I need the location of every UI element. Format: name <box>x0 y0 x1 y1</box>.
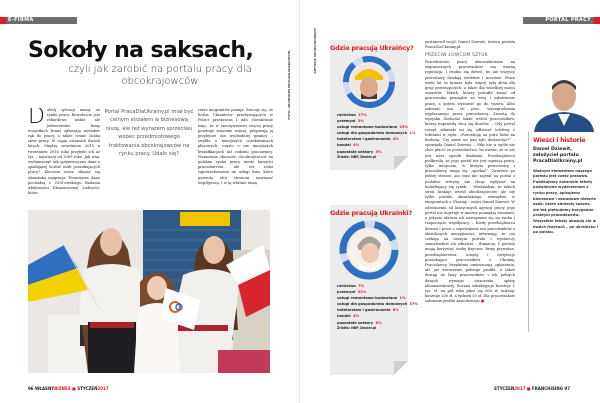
section-name: FRANCHISING <box>531 386 564 391</box>
sector-list-women <box>330 280 419 326</box>
issue-month: STYCZEŃ <box>77 386 98 391</box>
drop-cap: D <box>28 108 45 129</box>
issue-year: 2017 <box>514 386 526 391</box>
section-subtitle: PRZECIW ŁOWCOM SZTUK <box>425 53 488 58</box>
photo-credit: FOTO: ARCHIWUM PRACADLAUKRAINY.PL <box>287 50 291 120</box>
sector-item: usługi remontowo-budowlane 23% <box>337 125 409 130</box>
page-number: 96 <box>28 386 34 391</box>
section-tab-portal-pracy: PORTAL PRACY <box>523 17 600 24</box>
page-footer-left <box>28 386 109 391</box>
sector-item: pozostałe sektory 5% <box>337 149 382 154</box>
sector-item: usługi dla gospodarstw domowych 1% <box>337 131 416 136</box>
photo-illustration <box>28 210 270 373</box>
body-column-1 <box>28 108 100 208</box>
page-number: 97 <box>564 386 570 391</box>
body-column-2: rzecz imigrantów pomija. Szacuje się, że liczba Ukraińców przebywających w Polsce przekracza 1 mln. Niezależnie więc, że w rzeczywistości więcej pracy powstaje znacznie więcej, przyjmują ją przybysze zza wschodniej granicy – zwykle o mniejszych oczekiwaniach płacowych, często o nie mniejszych kwalifikacjach niż rodzimi pracownicy. Wzmożona obecność obcokrajowców na polskim rynku pracy niesie korzyści pracodawcom, ale też rodzi zapotrzebowanie na usługi firm, które pozwolą obu stronom nawiązać współpracę. I w tę właśnie niszę <box>198 108 273 185</box>
magazine-name-b: BIZNES <box>54 386 71 391</box>
footer-square-icon: ■ <box>72 386 76 391</box>
end-mark-icon: ■ <box>480 299 485 304</box>
profile-title: Wieści i historie <box>533 137 586 144</box>
infobox-ukrainian-men <box>330 40 416 170</box>
magazine-name-a: WŁASNY <box>34 386 55 391</box>
sector-list-men <box>330 109 416 155</box>
body-column-3-intro: postanowił wejść Daniel Dziewit, twórca portalu PracaDlaUkrainy.pl. <box>425 40 515 50</box>
issue-year: 2017 <box>97 386 109 391</box>
sector-item: usługi remontowo-budowlane 1% <box>337 296 406 301</box>
profile-photo <box>528 72 600 132</box>
section-tab-efirma: E-FIRMA <box>0 17 77 24</box>
infobox-title: Gdzie pracują Ukraińcy? <box>330 44 414 52</box>
footer-square-icon: ■ <box>526 386 531 391</box>
infobox-source: Źródło: NBP, Dealer.pl <box>337 325 377 330</box>
body-column-3-text: Pośrednictwo pracy ukierunkowane na zagranicznych pracowników ma marną reputację. I trudno się dziwić, bo nie wszyscy pośrednicy działają rzetelnie i uczciwie. Przez wiele lat ta branża była więcej żyłą złota dla grup przestępczych, a także dla wszelkiej maści oszustów. Takich, którzy potrafili wziąć od pracownika pieniądze za wizę i załatwienie pracy, a potem wystawić go do wiatru. Albo zabierać mu 50 proc. wynagrodzenia wypłacanego przez pracodawcę. Zresztą do wyzysku dochodzi także wśród pracowników, którzy naprawdę chcą się dorobić. – Gdy portal ruszył, zdarzało mi się odbierać telefony z tekstami w stylu: „Potrzebuję na jutro ludzi na budowę. Czy może mi pan tyle dostarczyć?” – opowiada Daniel Dziewit. – Nikt nie w ogóle nie chce płacić za pośrednictwo, bo uważa, że to nie jest nasz sposób działania. Przedsiębiorca podkreśla, że jego portal nie jest agencją pracy, tylko miejscem, w którym pracownicy i pracodawcy mogą się „spotkać”. Zarazem po jednej stronie, ani razu nie zajrzał na portal z podobne witryny, nie chcąc wpływać na kształtujący się rynek. – Wiedziałem, że takich stron brakuje wśród obcokrajowców, ale nie tylko portalu ukraińskiego, wierzyłem w emigrantach z Ukrainy – mówi Daniel Dziewit. W odróżnieniu od klasycznych agencji pracy, jego portal nie ingeruje w umowy pomiędzy stronami, a jedynie ułatwia ich nawiązanie się na rynku i rozpoczęcie współpracy. – Kiedy przedsiębiorca dzwoni i prosi o zapewnienie mu pracowników z określonych umiejętności, informuję, że oni czekają na naszym portalu i wystarczy samodzielnie ich odnaleźć – tłumaczy. Z portalu mogą korzystać osoby fizyczne, firmy prywatne, przedsiębiorstwa, urzędy i instytucje poszukujące pracowników z Ukrainy. Pracodawcy bezpłatnie umieszczają ogłoszenia, ale już utworzenie pełnego profilu, a także dostęp do bazy pracowników i ich pełnych danych wymaga uiszczenia opłaty abonamentowej. Roczna subskrypcja kosztuje 1 tys. zł, na pół roku płaci się 600 zł, miesiąc kosztuje 200 zł, a tydzień 50 zł. Dla pracowników założenie profilu zawodowego <box>425 60 515 304</box>
infobox-ukrainian-women <box>330 205 419 375</box>
sector-item: przemysł 32% <box>337 290 367 295</box>
sector-item: rolnictwo 7% <box>337 284 365 288</box>
profile-body: Ważnym elementem naszego portalu jest część prasowa. Publikujemy autorskie teksty poświęcone wydarzeniom z rynku pracy, opisujemy biznesowe i zawodowe historie osób, które odniosły sukces, ale też piętnujemy karygodne praktyki pracodawców. Wszystkie teksty ukazują się w dwóch językach – po ukraińsku i po polsku. <box>533 168 599 235</box>
profile-card <box>528 132 598 332</box>
sector-item: handel 4% <box>337 314 360 319</box>
sector-item: hotelarstwo i gastronomia 8% <box>337 308 399 313</box>
infobox-title: Gdzie pracują Ukrainki? <box>330 209 413 217</box>
sector-item: rolnictwo 17% <box>337 113 367 117</box>
sponsored-label: ARTYKUŁ SPONSOROWANY <box>313 28 317 74</box>
body-column-3 <box>425 60 515 385</box>
sector-item: przemysł 3% <box>337 119 364 124</box>
infobox-source: Źródło: NBP, Dealer.pl <box>337 154 377 159</box>
article-headline: Sokoły na saksach, <box>28 38 254 63</box>
issue-month: STYCZEŃ <box>493 386 515 391</box>
body-column-1-text: obrej sytuacji mamy na rynku pracy. Bezrobocie jest rekordowo niskie, ale jednocześnie firmy wszystkich branż zgłaszają niedobór rąk do pracy, a także rośnie liczba ofert pracy. W ciągu ostatnich dwóch latach. Między wrześniem 2015 a wrześniem 2016 roku przybyło ich aż tys. – najwięcej od 2009 roku. Jak więc wytłumaczyć tak optymistyczne dane o spadającej liczbie osób poszukujących pracy? Kluczem może okazać się ukraińska imigracja. Pewniejsze dane pochodzą z GUS-owskiego Badania Aktywności Ekonomicznej Ludności, które <box>28 108 100 196</box>
article-photo <box>28 210 270 373</box>
right-page <box>300 0 600 403</box>
sector-item: handel 4% <box>337 143 360 148</box>
sector-item: hotelarstwo i gastronomia 4% <box>337 137 399 142</box>
donut-ring-women <box>339 220 399 280</box>
sector-item: usługi dla gospodarstw domowych 37% <box>337 302 419 307</box>
page-footer-right <box>494 386 570 391</box>
pull-quote: Portal PracaDlaUkrainy.pl miał być celnym strzałem w biznesową niszę, ale też wyrazem sprzeciwu wobec przedmiotowego traktowania obcokrajowców na rynku pracy. Udało się? <box>104 109 194 158</box>
sector-item: pozostałe sektory 6% <box>337 320 382 325</box>
profile-name: Daniel Dziewit, założyciel portalu PracaDlaUkrainy.pl <box>533 147 583 165</box>
donut-ring-men <box>342 55 396 109</box>
article-subhead: czyli jak zarobić na portalu pracy dla obcokrajowców <box>68 64 252 87</box>
